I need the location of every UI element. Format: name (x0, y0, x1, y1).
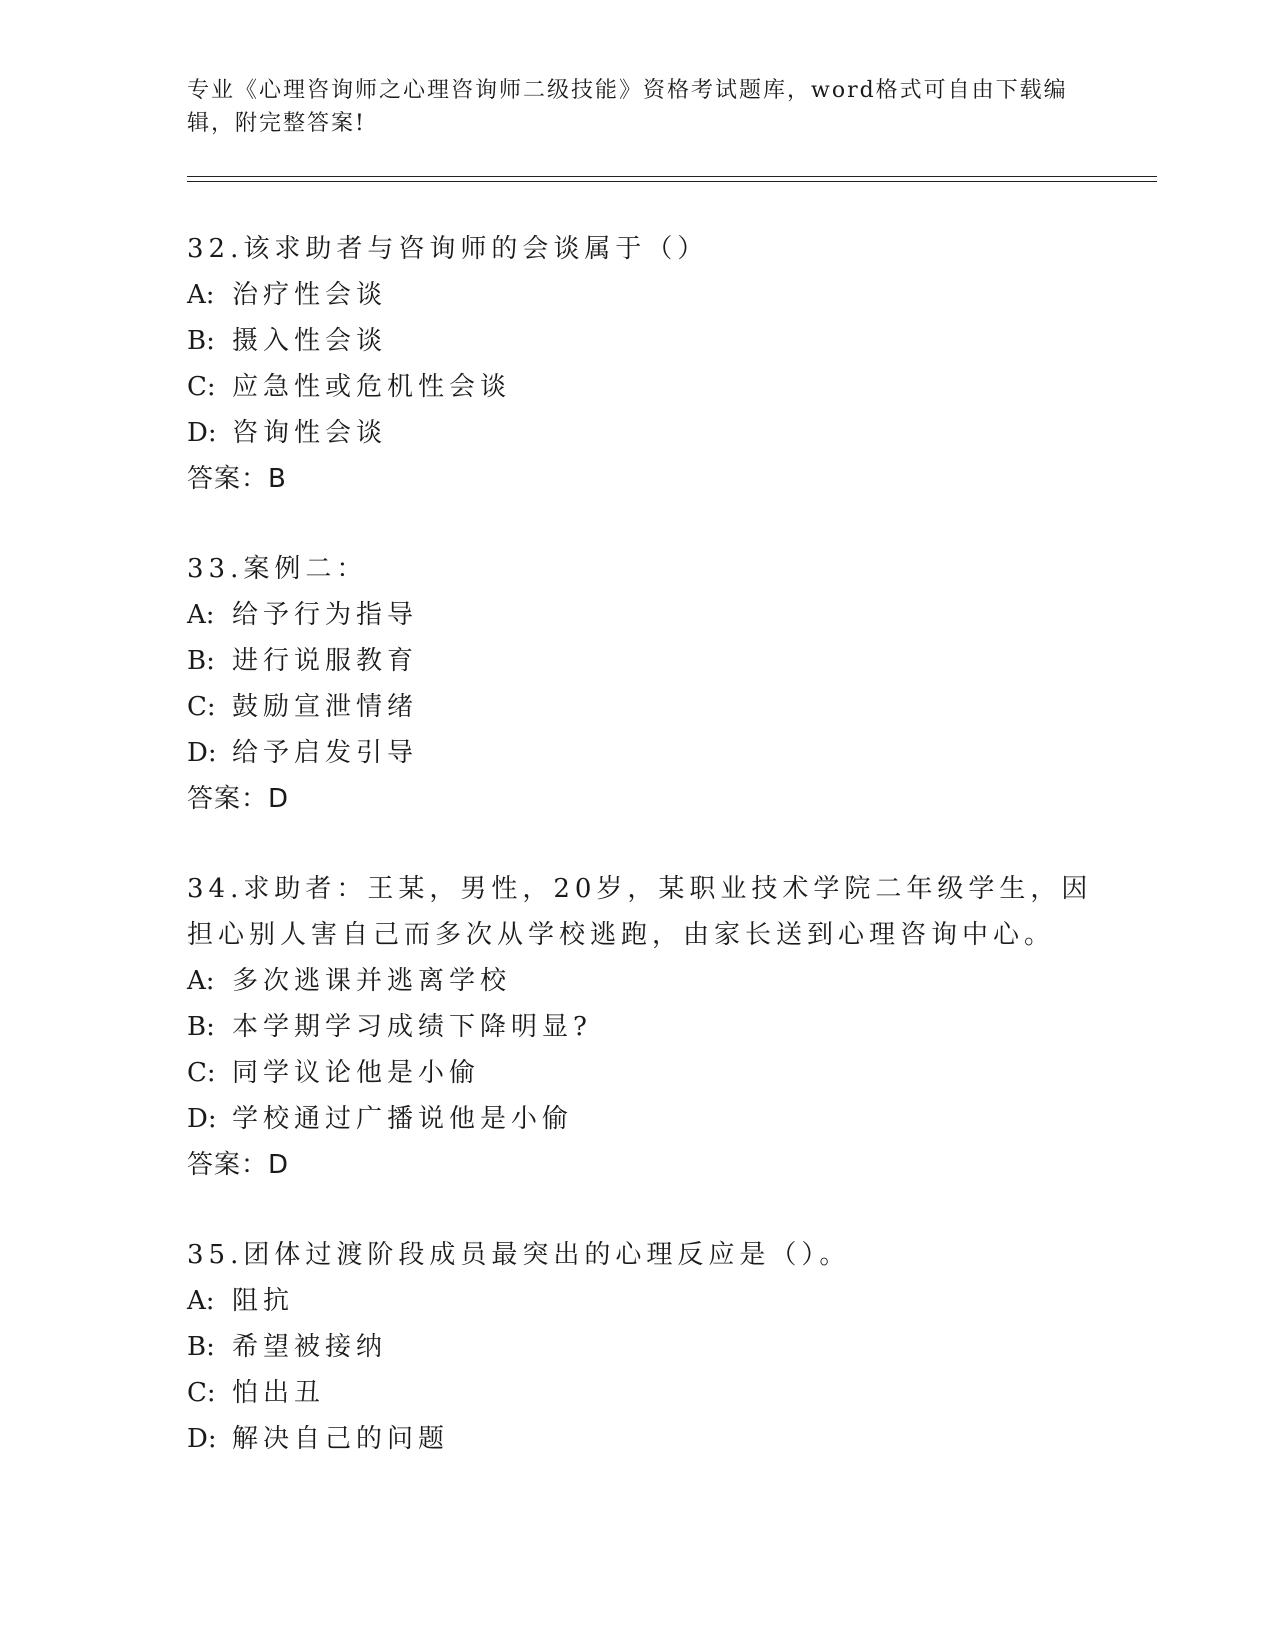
option-text: 阻抗 (232, 1286, 295, 1316)
option-text: 多次逃课并逃离学校 (232, 966, 512, 996)
option-text: 同学议论他是小偷 (232, 1058, 481, 1088)
option-b (187, 1004, 1107, 1050)
option-text: 治疗性会谈 (232, 280, 388, 310)
option-text: 给予行为指导 (232, 600, 419, 630)
option-key: A: (187, 600, 215, 630)
question-33 (187, 546, 1107, 822)
question-34 (187, 866, 1107, 1188)
option-text: 希望被接纳 (232, 1332, 388, 1362)
question-35 (187, 1232, 1107, 1462)
option-b (187, 1324, 1107, 1370)
option-a (187, 958, 1107, 1004)
option-text: 学校通过广播说他是小偷 (232, 1104, 574, 1134)
option-text: 本学期学习成绩下降明显? (232, 1012, 592, 1042)
option-key: D: (187, 738, 217, 768)
option-text: 进行说服教育 (232, 646, 419, 676)
header-rule-top (187, 176, 1157, 177)
document-intro: 专业《心理咨询师之心理咨询师二级技能》资格考试题库，word格式可自由下载编辑，附完整答案! (187, 78, 1068, 136)
answer-line: 答案：D (187, 1150, 290, 1180)
option-text: 摄入性会谈 (232, 326, 388, 356)
question-stem: 35.团体过渡阶段成员最突出的心理反应是（）。 (187, 1240, 851, 1270)
header-rule-bottom (187, 181, 1157, 182)
option-key: B: (187, 326, 215, 356)
option-c (187, 684, 1107, 730)
option-key: B: (187, 1332, 215, 1362)
option-b (187, 638, 1107, 684)
option-a (187, 1278, 1107, 1324)
option-text: 应急性或危机性会谈 (232, 372, 512, 402)
option-key: C: (187, 1058, 216, 1088)
question-stem: 34.求助者：王某，男性，20岁，某职业技术学院二年级学生，因担心别人害自己而多次从学校逃跑，由家长送到心理咨询中心。 (187, 874, 1093, 950)
option-d (187, 730, 1107, 776)
question-32 (187, 226, 1107, 502)
option-key: B: (187, 1012, 215, 1042)
option-c (187, 1370, 1107, 1416)
option-key: B: (187, 646, 215, 676)
option-text: 咨询性会谈 (232, 418, 388, 448)
option-text: 给予启发引导 (232, 738, 419, 768)
option-key: C: (187, 1378, 216, 1408)
option-b (187, 318, 1107, 364)
option-key: A: (187, 966, 215, 996)
option-a (187, 272, 1107, 318)
option-key: D: (187, 418, 217, 448)
option-d (187, 410, 1107, 456)
answer-line: 答案：B (187, 464, 287, 494)
option-key: C: (187, 692, 216, 722)
option-key: D: (187, 1424, 217, 1454)
option-text: 解决自己的问题 (232, 1424, 450, 1454)
question-stem: 32.该求助者与咨询师的会谈属于（） (187, 234, 709, 264)
option-key: D: (187, 1104, 217, 1134)
option-key: C: (187, 372, 216, 402)
option-c (187, 364, 1107, 410)
option-text: 鼓励宣泄情绪 (232, 692, 419, 722)
option-c (187, 1050, 1107, 1096)
answer-line: 答案：D (187, 784, 290, 814)
question-stem: 33.案例二： (187, 554, 368, 584)
option-d (187, 1096, 1107, 1142)
option-a (187, 592, 1107, 638)
option-key: A: (187, 1286, 215, 1316)
option-text: 怕出丑 (232, 1378, 326, 1408)
option-key: A: (187, 280, 215, 310)
option-d (187, 1416, 1107, 1462)
